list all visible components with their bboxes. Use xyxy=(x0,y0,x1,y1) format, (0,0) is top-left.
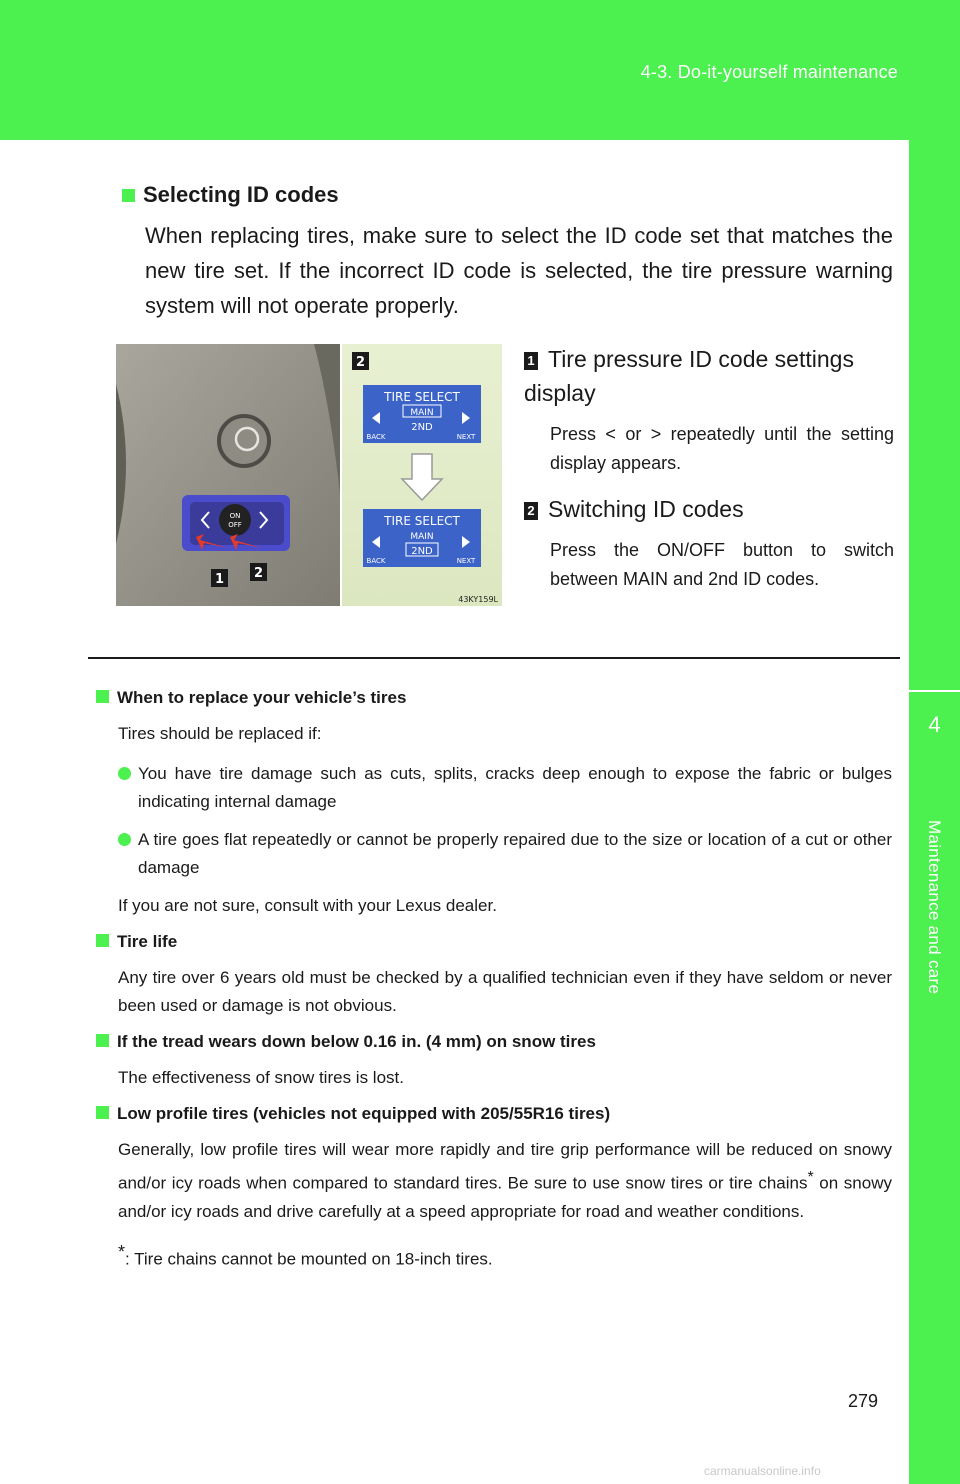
step-1-title: 1 Tire pressure ID code settings display xyxy=(524,346,854,406)
screen-before-2nd: 2ND xyxy=(411,422,433,433)
figure-illustration xyxy=(116,344,502,606)
note-profile-text: Generally, low profile tires will wear more rapidly and tire grip performance will be reduced on snowy and/or icy roads when compared to standard tires. Be sure to use snow tires or tire chains* on snowy and/or icy roads and drive carefully at a speed appropriate for road and weather conditions. xyxy=(118,1140,892,1221)
step-2 xyxy=(524,492,894,594)
square-bullet-icon xyxy=(96,690,109,703)
chapter-number: 4 xyxy=(928,712,941,737)
step-2-badge: 2 xyxy=(524,502,538,520)
note-heading-tread: If the tread wears down below 0.16 in. (4 mm) on snow tires xyxy=(96,1032,892,1052)
callout-badge-2-label: 2 xyxy=(253,566,264,581)
back-text: BACK xyxy=(366,433,386,441)
dial-knob xyxy=(219,416,269,466)
side-tab-upper xyxy=(909,0,960,690)
list-item: A tire goes flat repeatedly or cannot be properly repaired due to the size or location of a cut or other damage xyxy=(118,826,892,882)
side-tab[interactable] xyxy=(909,692,960,1484)
note-heading-life: Tire life xyxy=(96,932,892,952)
tire-select-figure xyxy=(116,344,502,606)
figure-code: 43KY159L xyxy=(458,595,498,604)
on-text: ON xyxy=(229,512,241,520)
display-badge-2-label: 2 xyxy=(355,355,366,370)
list-item: You have tire damage such as cuts, splits, cracks deep enough to expose the fabric or bulges indicating internal damage xyxy=(118,760,892,816)
square-bullet-icon xyxy=(122,189,135,202)
note-life-text: Any tire over 6 years old must be checked by a qualified technician even if they have seldom or never been used or damage is not obvious. xyxy=(118,968,892,1015)
note-heading-profile: Low profile tires (vehicles not equipped with 205/55R16 tires) xyxy=(96,1104,892,1124)
step-2-body: Press the ON/OFF button to switch between MAIN and 2nd ID codes. xyxy=(550,540,894,589)
callout-badge-1-label: 1 xyxy=(214,572,225,587)
round-bullet-icon xyxy=(118,767,131,780)
screen-before-title: TIRE SELECT xyxy=(384,390,460,404)
section-heading: Selecting ID codes xyxy=(122,182,339,208)
step-2-title: 2 Switching ID codes xyxy=(524,492,894,526)
note-heading-replace: When to replace your vehicle’s tires xyxy=(96,688,892,708)
note-replace-intro: Tires should be replaced if: xyxy=(118,724,322,743)
step-1-badge: 1 xyxy=(524,352,538,370)
intro-paragraph: When replacing tires, make sure to select the ID code set that matches the new tire set. If the incorrect ID code is selected, the tire pressure warning system will not operate properly. xyxy=(145,223,893,318)
step-1 xyxy=(524,342,894,478)
square-bullet-icon xyxy=(96,934,109,947)
note-tread-text: The effectiveness of snow tires is lost. xyxy=(118,1068,404,1087)
on-off-button xyxy=(219,504,251,536)
square-bullet-icon xyxy=(96,1106,109,1119)
footnote: *: Tire chains cannot be mounted on 18-inch tires. xyxy=(118,1241,493,1269)
back-text-2: BACK xyxy=(366,557,386,565)
dashboard-photo xyxy=(116,344,340,606)
notes-section xyxy=(96,688,892,1285)
divider-rule xyxy=(88,657,900,659)
note-replace-footer: If you are not sure, consult with your Lexus dealer. xyxy=(118,896,497,915)
screen-after-title: TIRE SELECT xyxy=(384,514,460,528)
step-1-body: Press < or > repeatedly until the setting display appears. xyxy=(550,424,894,473)
screen-after-2nd: 2ND xyxy=(411,546,433,557)
watermark: carmanualsonline.info xyxy=(704,1464,821,1478)
chapter-label: Maintenance and care xyxy=(925,820,944,995)
square-bullet-icon xyxy=(96,1034,109,1047)
screen-after-main: MAIN xyxy=(410,532,434,542)
page-number: 279 xyxy=(848,1391,879,1411)
round-bullet-icon xyxy=(118,833,131,846)
off-text: OFF xyxy=(228,521,242,529)
screen-before-main: MAIN xyxy=(410,408,434,418)
section-title: 4-3. Do-it-yourself maintenance xyxy=(640,62,898,82)
next-text: NEXT xyxy=(456,433,476,441)
next-text-2: NEXT xyxy=(456,557,476,565)
asterisk-mark: * xyxy=(807,1169,814,1186)
